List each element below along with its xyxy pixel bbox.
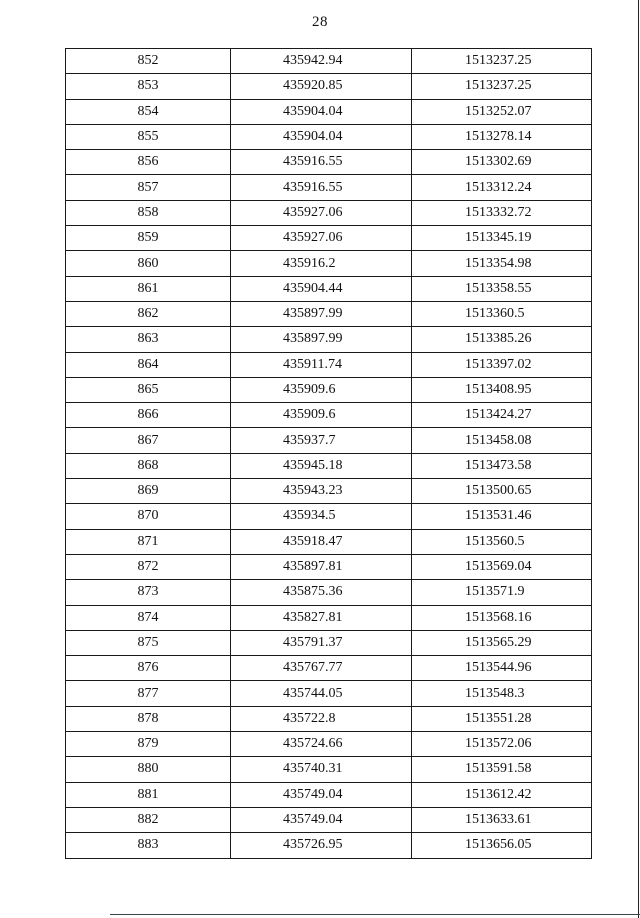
x-coordinate-cell: 435920.85 xyxy=(231,74,412,99)
x-coordinate-cell: 435904.04 xyxy=(231,99,412,124)
table-row xyxy=(66,99,592,124)
table-row xyxy=(66,150,592,175)
x-coordinate-cell: 435897.81 xyxy=(231,554,412,579)
coordinates-table-body xyxy=(66,49,592,859)
y-coordinate-cell: 1513633.61 xyxy=(412,807,592,832)
x-coordinate-cell: 435943.23 xyxy=(231,479,412,504)
point-number-cell: 879 xyxy=(66,732,231,757)
x-coordinate-cell: 435791.37 xyxy=(231,630,412,655)
y-coordinate-cell: 1513237.25 xyxy=(412,49,592,74)
x-coordinate-cell: 435724.66 xyxy=(231,732,412,757)
table-row xyxy=(66,403,592,428)
table-row xyxy=(66,352,592,377)
y-coordinate-cell: 1513560.5 xyxy=(412,529,592,554)
y-coordinate-cell: 1513572.06 xyxy=(412,732,592,757)
point-number-cell: 860 xyxy=(66,251,231,276)
point-number-cell: 872 xyxy=(66,554,231,579)
x-coordinate-cell: 435722.8 xyxy=(231,706,412,731)
table-row xyxy=(66,49,592,74)
x-coordinate-cell: 435749.04 xyxy=(231,782,412,807)
x-coordinate-cell: 435740.31 xyxy=(231,757,412,782)
point-number-cell: 874 xyxy=(66,605,231,630)
point-number-cell: 876 xyxy=(66,656,231,681)
point-number-cell: 858 xyxy=(66,200,231,225)
point-number-cell: 873 xyxy=(66,580,231,605)
y-coordinate-cell: 1513237.25 xyxy=(412,74,592,99)
table-row xyxy=(66,580,592,605)
table-row xyxy=(66,377,592,402)
x-coordinate-cell: 435726.95 xyxy=(231,833,412,858)
table-row xyxy=(66,301,592,326)
y-coordinate-cell: 1513332.72 xyxy=(412,200,592,225)
point-number-cell: 856 xyxy=(66,150,231,175)
x-coordinate-cell: 435744.05 xyxy=(231,681,412,706)
table-row xyxy=(66,124,592,149)
table-row xyxy=(66,554,592,579)
x-coordinate-cell: 435911.74 xyxy=(231,352,412,377)
point-number-cell: 861 xyxy=(66,276,231,301)
page-edge-bottom xyxy=(110,914,640,915)
table-row xyxy=(66,630,592,655)
table-row xyxy=(66,529,592,554)
x-coordinate-cell: 435897.99 xyxy=(231,327,412,352)
point-number-cell: 882 xyxy=(66,807,231,832)
y-coordinate-cell: 1513531.46 xyxy=(412,504,592,529)
point-number-cell: 869 xyxy=(66,479,231,504)
y-coordinate-cell: 1513252.07 xyxy=(412,99,592,124)
x-coordinate-cell: 435767.77 xyxy=(231,656,412,681)
y-coordinate-cell: 1513424.27 xyxy=(412,403,592,428)
y-coordinate-cell: 1513473.58 xyxy=(412,453,592,478)
y-coordinate-cell: 1513656.05 xyxy=(412,833,592,858)
table-row xyxy=(66,428,592,453)
y-coordinate-cell: 1513569.04 xyxy=(412,554,592,579)
y-coordinate-cell: 1513385.26 xyxy=(412,327,592,352)
x-coordinate-cell: 435942.94 xyxy=(231,49,412,74)
x-coordinate-cell: 435749.04 xyxy=(231,807,412,832)
table-row xyxy=(66,276,592,301)
y-coordinate-cell: 1513568.16 xyxy=(412,605,592,630)
page-edge-right xyxy=(638,0,639,918)
y-coordinate-cell: 1513358.55 xyxy=(412,276,592,301)
x-coordinate-cell: 435916.55 xyxy=(231,150,412,175)
point-number-cell: 865 xyxy=(66,377,231,402)
x-coordinate-cell: 435909.6 xyxy=(231,377,412,402)
y-coordinate-cell: 1513302.69 xyxy=(412,150,592,175)
x-coordinate-cell: 435945.18 xyxy=(231,453,412,478)
y-coordinate-cell: 1513565.29 xyxy=(412,630,592,655)
y-coordinate-cell: 1513612.42 xyxy=(412,782,592,807)
y-coordinate-cell: 1513354.98 xyxy=(412,251,592,276)
table-row xyxy=(66,251,592,276)
x-coordinate-cell: 435916.2 xyxy=(231,251,412,276)
point-number-cell: 870 xyxy=(66,504,231,529)
point-number-cell: 883 xyxy=(66,833,231,858)
point-number-cell: 863 xyxy=(66,327,231,352)
y-coordinate-cell: 1513345.19 xyxy=(412,226,592,251)
x-coordinate-cell: 435875.36 xyxy=(231,580,412,605)
point-number-cell: 857 xyxy=(66,175,231,200)
coordinates-table xyxy=(65,48,592,859)
x-coordinate-cell: 435937.7 xyxy=(231,428,412,453)
table-row xyxy=(66,732,592,757)
x-coordinate-cell: 435904.44 xyxy=(231,276,412,301)
table-row xyxy=(66,833,592,858)
y-coordinate-cell: 1513397.02 xyxy=(412,352,592,377)
point-number-cell: 853 xyxy=(66,74,231,99)
table-row xyxy=(66,226,592,251)
y-coordinate-cell: 1513278.14 xyxy=(412,124,592,149)
y-coordinate-cell: 1513500.65 xyxy=(412,479,592,504)
y-coordinate-cell: 1513551.28 xyxy=(412,706,592,731)
table-row xyxy=(66,605,592,630)
point-number-cell: 871 xyxy=(66,529,231,554)
x-coordinate-cell: 435904.04 xyxy=(231,124,412,149)
point-number-cell: 855 xyxy=(66,124,231,149)
table-row xyxy=(66,757,592,782)
point-number-cell: 854 xyxy=(66,99,231,124)
point-number-cell: 875 xyxy=(66,630,231,655)
point-number-cell: 866 xyxy=(66,403,231,428)
point-number-cell: 859 xyxy=(66,226,231,251)
x-coordinate-cell: 435934.5 xyxy=(231,504,412,529)
y-coordinate-cell: 1513458.08 xyxy=(412,428,592,453)
x-coordinate-cell: 435897.99 xyxy=(231,301,412,326)
point-number-cell: 868 xyxy=(66,453,231,478)
point-number-cell: 862 xyxy=(66,301,231,326)
point-number-cell: 878 xyxy=(66,706,231,731)
table-row xyxy=(66,479,592,504)
y-coordinate-cell: 1513571.9 xyxy=(412,580,592,605)
page-number: 28 xyxy=(312,14,328,30)
y-coordinate-cell: 1513312.24 xyxy=(412,175,592,200)
y-coordinate-cell: 1513408.95 xyxy=(412,377,592,402)
y-coordinate-cell: 1513591.58 xyxy=(412,757,592,782)
point-number-cell: 880 xyxy=(66,757,231,782)
table-row xyxy=(66,504,592,529)
x-coordinate-cell: 435927.06 xyxy=(231,200,412,225)
y-coordinate-cell: 1513544.96 xyxy=(412,656,592,681)
x-coordinate-cell: 435827.81 xyxy=(231,605,412,630)
point-number-cell: 881 xyxy=(66,782,231,807)
x-coordinate-cell: 435909.6 xyxy=(231,403,412,428)
point-number-cell: 867 xyxy=(66,428,231,453)
table-row xyxy=(66,706,592,731)
table-row xyxy=(66,453,592,478)
y-coordinate-cell: 1513548.3 xyxy=(412,681,592,706)
table-row xyxy=(66,681,592,706)
x-coordinate-cell: 435927.06 xyxy=(231,226,412,251)
point-number-cell: 864 xyxy=(66,352,231,377)
table-row xyxy=(66,807,592,832)
table-row xyxy=(66,175,592,200)
table-row xyxy=(66,782,592,807)
y-coordinate-cell: 1513360.5 xyxy=(412,301,592,326)
table-row xyxy=(66,327,592,352)
x-coordinate-cell: 435916.55 xyxy=(231,175,412,200)
x-coordinate-cell: 435918.47 xyxy=(231,529,412,554)
table-row xyxy=(66,200,592,225)
table-row xyxy=(66,656,592,681)
point-number-cell: 852 xyxy=(66,49,231,74)
table-row xyxy=(66,74,592,99)
point-number-cell: 877 xyxy=(66,681,231,706)
